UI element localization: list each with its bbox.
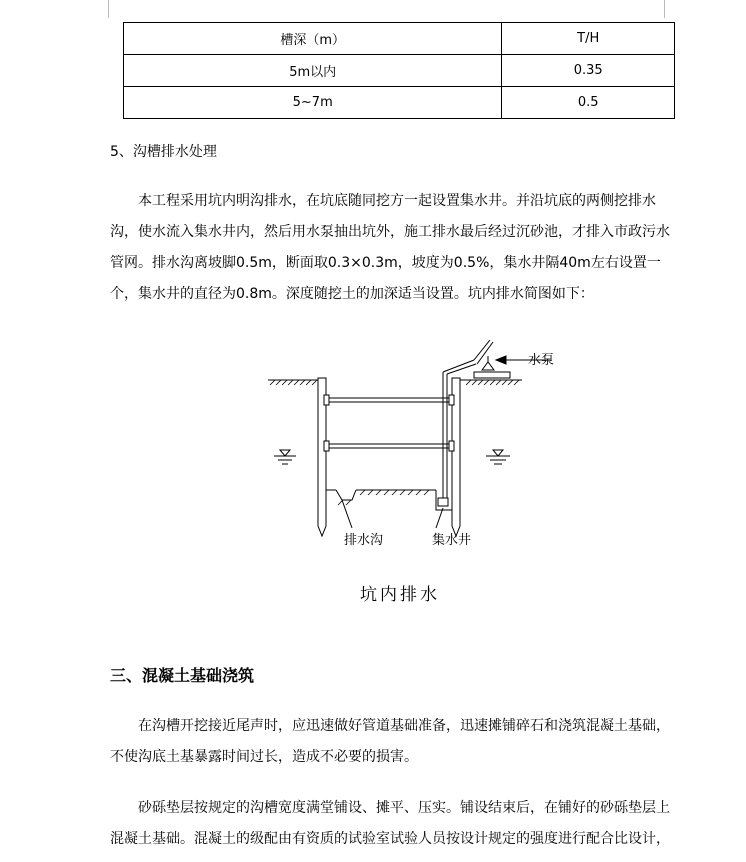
table-header-cell: 槽深（m） bbox=[124, 23, 502, 55]
section-3-heading: 三、混凝土基础浇筑 bbox=[110, 666, 255, 685]
section-5-paragraph bbox=[110, 186, 670, 310]
section-5-heading: 5、沟槽排水处理 bbox=[110, 144, 217, 160]
paragraph-text: 砂砾垫层按规定的沟槽宽度满堂铺设、摊平、压实。铺设结束后，在铺好的砂砾垫层上混凝土基础。混凝土的级配由有资质的试验室试验人员按设计规定的强度进行配合比设计， bbox=[110, 800, 670, 847]
table-row bbox=[124, 87, 675, 119]
table-header-cell: T/H bbox=[502, 23, 675, 55]
sump-well-label: 集水井 bbox=[432, 533, 472, 548]
table-cell: 0.5 bbox=[502, 87, 675, 119]
section-3-paragraph-1 bbox=[110, 711, 670, 773]
page-margin-mark-left bbox=[108, 0, 109, 18]
drain-ditch-label: 排水沟 bbox=[344, 533, 384, 548]
depth-slope-table bbox=[123, 22, 675, 119]
paragraph-text: 在沟槽开挖接近尾声时，应迅速做好管道基础准备，迅速摊铺碎石和浇筑混凝土基础，不使沟底土基暴露时间过长，造成不必要的损害。 bbox=[110, 718, 670, 765]
pit-drainage-diagram bbox=[260, 340, 560, 580]
paragraph-text: 本工程采用坑内明沟排水，在坑底随同挖方一起设置集水井。并沿坑底的两侧挖排水沟，使水流入集水井内，然后用水泵抽出坑外，施工排水最后经过沉砂池，才排入市政污水管网。排水沟离坡脚0.5m，断面取0.3×0.3m，坡度为0.5%，集水井隔40m左右设置一个，集水井的直径为0.8m。深度随挖土的加深适当设置。坑内排水简图如下： bbox=[110, 193, 670, 302]
table-cell: 5~7m bbox=[124, 87, 502, 119]
table-row bbox=[124, 55, 675, 87]
table-cell: 0.35 bbox=[502, 55, 675, 87]
table-header-row bbox=[124, 23, 675, 55]
page-margin-mark-right bbox=[664, 0, 665, 18]
diagram-caption: 坑内排水 bbox=[360, 585, 440, 605]
section-3-paragraph-2 bbox=[110, 793, 670, 855]
table-cell: 5m以内 bbox=[124, 55, 502, 87]
pump-label: 水泵 bbox=[527, 353, 554, 368]
